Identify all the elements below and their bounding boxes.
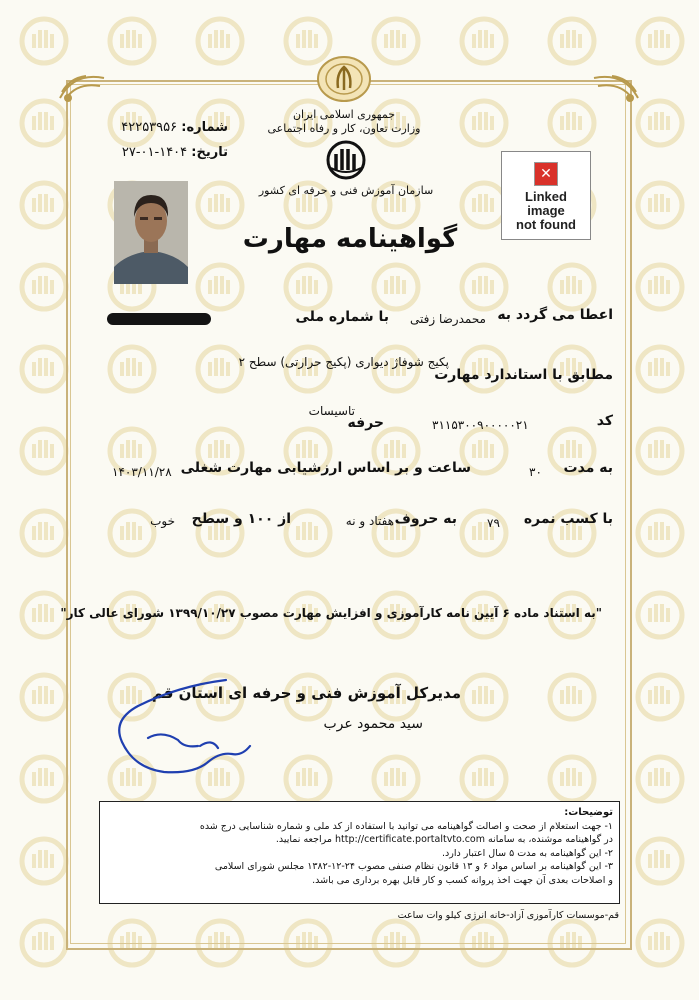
- notes-heading: توضیحات:: [564, 807, 613, 818]
- level-value: خوب: [150, 514, 175, 528]
- trade-value: تاسیسات: [308, 404, 355, 418]
- score-value: ۷۹: [487, 516, 500, 530]
- notes-line-5: و اصلاحات بعدی آن جهت اخذ پروانه کسب و کار قابل بهره برداری می باشد.: [312, 874, 613, 886]
- national-id-redacted: [107, 313, 211, 325]
- duration-label: به مدت: [563, 460, 613, 476]
- handwritten-signature: [108, 672, 258, 790]
- granted-label: اعطا می گردد به: [497, 307, 613, 323]
- corner-ornament-right-icon: [588, 68, 642, 108]
- corner-ornament-left-icon: [56, 68, 110, 108]
- ministry-name: وزارت تعاون، کار و رفاه اجتماعی: [267, 122, 421, 135]
- trade-label: حرفه: [347, 415, 384, 431]
- notes-box: [99, 801, 620, 904]
- notes-line-1: ۱- جهت استعلام از صحت و اصالت گواهینامه می توانید با استفاده از کد ملی و شماره شناسایی درج شده: [199, 820, 613, 832]
- broken-image-placeholder: ✕ Linked image not found: [501, 151, 591, 240]
- iran-emblem-icon: [316, 54, 372, 104]
- duration-value: ۳۰: [529, 465, 542, 479]
- tvto-logo-icon: [321, 140, 371, 180]
- national-id-label: با شماره ملی: [295, 309, 389, 325]
- code-label: کد: [596, 413, 613, 429]
- granted-name: محمدرضا زفتی: [409, 312, 486, 326]
- code-value: ۳۱۱۵۳۰۰۹۰۰۰۰۰۲۱: [432, 418, 529, 432]
- letters-label: به حروف: [394, 511, 457, 527]
- letters-value: هفتاد و نه: [345, 514, 394, 528]
- notes-line-2: در گواهینامه موشنده، به سامانه http://certificate.portaltvto.com مراجعه نمایید.: [275, 834, 613, 845]
- country-name: جمهوری اسلامی ایران: [292, 108, 396, 121]
- signatory-title: مدیرکل آموزش فنی و حرفه ای استان قم: [151, 684, 461, 702]
- number-label: شماره:: [181, 120, 228, 135]
- score-label: با کسب نمره: [523, 511, 613, 527]
- standard-label: مطابق با استاندارد مهارت: [434, 367, 613, 383]
- notes-line-4: ۳- این گواهینامه بر اساس مواد ۶ و ۱۳ قانون نظام صنفی مصوب ۲۴-۱۲-۱۳۸۲ مجلس شورای اسلامی: [214, 861, 613, 872]
- of-hundred-label: از ۱۰۰ و سطح: [191, 511, 291, 527]
- notes-line-3: ۲- این گواهینامه به مدت ۵ سال اعتبار دارد.: [442, 847, 613, 859]
- certificate-title: گواهینامه مهارت: [242, 224, 458, 254]
- organization-name: سازمان آموزش فنی و حرفه ای کشور: [258, 184, 434, 197]
- person-photo-icon: [114, 181, 188, 284]
- standard-value: پکیج شوفاژ دیواری (پکیج حرارتی) سطح ۲: [238, 355, 449, 369]
- assessment-label: ساعت و بر اساس ارزشیابی مهارت شغلی: [180, 460, 471, 476]
- legal-citation: "به استناد ماده ۶ آیین نامه کارآموزی و افزایش مهارت مصوب ۱۳۹۹/۱۰/۲۷ شورای عالی کار": [60, 606, 602, 620]
- number-value: ۴۲۲۵۳۹۵۶: [121, 120, 178, 135]
- signatory-name: سید محمود عرب: [323, 716, 423, 732]
- assessment-date: ۱۴۰۳/۱۱/۲۸: [112, 465, 172, 479]
- broken-image-icon: ✕: [534, 162, 558, 186]
- footer-institution: قم-موسسات کارآموزی آزاد-خانه انرژی کیلو وات ساعت: [397, 910, 619, 921]
- date-value: ۱۴۰۴-۰۱-۲۷: [121, 145, 188, 160]
- date-label: تاریخ:: [191, 145, 228, 160]
- holder-photo: [114, 181, 188, 284]
